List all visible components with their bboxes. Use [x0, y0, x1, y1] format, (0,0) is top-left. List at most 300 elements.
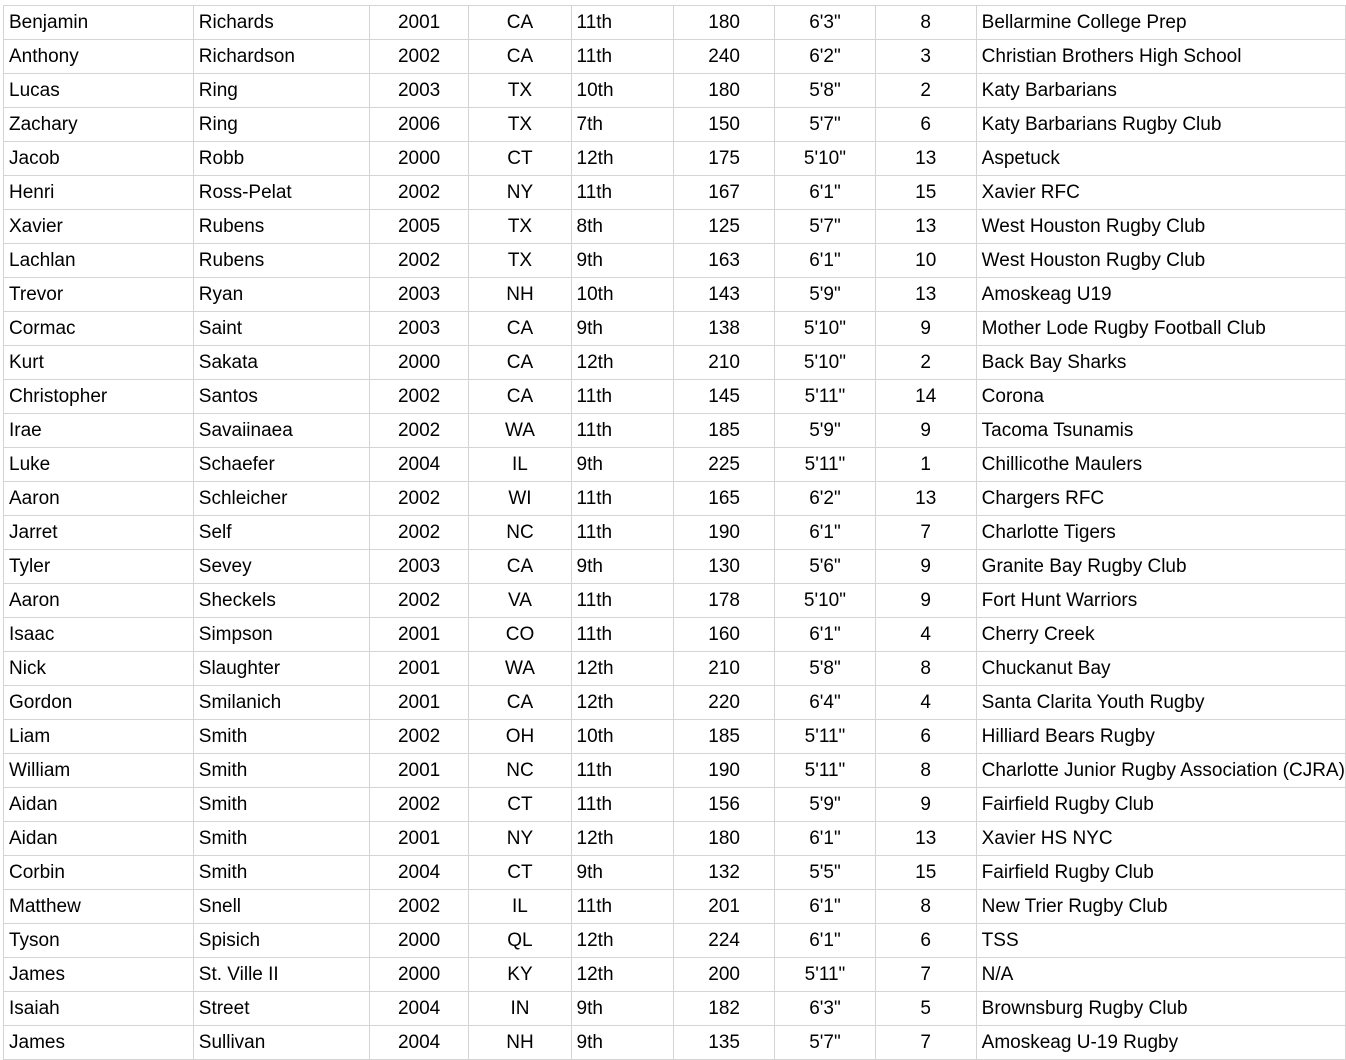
- first-name-cell[interactable]: Xavier: [4, 210, 194, 244]
- last-name-cell[interactable]: Ring: [193, 108, 369, 142]
- grade-cell[interactable]: 9th: [571, 856, 673, 890]
- state-cell[interactable]: CA: [469, 312, 571, 346]
- grade-cell[interactable]: 12th: [571, 924, 673, 958]
- height-cell[interactable]: 5'10": [775, 312, 876, 346]
- last-name-cell[interactable]: Sullivan: [193, 1026, 369, 1060]
- position-number-cell[interactable]: 9: [875, 550, 976, 584]
- state-cell[interactable]: CA: [469, 380, 571, 414]
- state-cell[interactable]: CA: [469, 550, 571, 584]
- first-name-cell[interactable]: Corbin: [4, 856, 194, 890]
- last-name-cell[interactable]: Smith: [193, 754, 369, 788]
- first-name-cell[interactable]: Henri: [4, 176, 194, 210]
- height-cell[interactable]: 5'10": [775, 142, 876, 176]
- state-cell[interactable]: CT: [469, 788, 571, 822]
- state-cell[interactable]: IL: [469, 448, 571, 482]
- table-row: [4, 312, 1346, 346]
- first-name-cell[interactable]: Aidan: [4, 822, 194, 856]
- position-number-cell[interactable]: 3: [875, 40, 976, 74]
- state-cell[interactable]: CA: [469, 6, 571, 40]
- position-number-cell[interactable]: 9: [875, 414, 976, 448]
- club-cell[interactable]: Chillicothe Maulers: [976, 448, 1345, 482]
- club-cell[interactable]: Aspetuck: [976, 142, 1345, 176]
- weight-cell[interactable]: 180: [674, 74, 775, 108]
- first-name-cell[interactable]: Gordon: [4, 686, 194, 720]
- weight-cell[interactable]: 210: [674, 346, 775, 380]
- table-row: [4, 720, 1346, 754]
- last-name-cell[interactable]: Smilanich: [193, 686, 369, 720]
- height-cell[interactable]: 5'10": [775, 346, 876, 380]
- state-cell[interactable]: NY: [469, 176, 571, 210]
- state-cell[interactable]: NC: [469, 516, 571, 550]
- position-number-cell[interactable]: 13: [875, 142, 976, 176]
- first-name-cell[interactable]: Trevor: [4, 278, 194, 312]
- birth-year-cell[interactable]: 2001: [369, 686, 469, 720]
- birth-year-cell[interactable]: 2001: [369, 754, 469, 788]
- weight-cell[interactable]: 190: [674, 516, 775, 550]
- club-cell[interactable]: Charlotte Junior Rugby Association (CJRA): [976, 754, 1345, 788]
- birth-year-cell[interactable]: 2001: [369, 6, 469, 40]
- state-cell[interactable]: WA: [469, 652, 571, 686]
- table-row: [4, 550, 1346, 584]
- state-cell[interactable]: CA: [469, 686, 571, 720]
- last-name-cell[interactable]: Sevey: [193, 550, 369, 584]
- birth-year-cell[interactable]: 2000: [369, 958, 469, 992]
- position-number-cell[interactable]: 13: [875, 210, 976, 244]
- table-row: [4, 6, 1346, 40]
- table-row: [4, 414, 1346, 448]
- birth-year-cell[interactable]: 2002: [369, 890, 469, 924]
- last-name-cell[interactable]: Sheckels: [193, 584, 369, 618]
- weight-cell[interactable]: 180: [674, 6, 775, 40]
- state-cell[interactable]: TX: [469, 108, 571, 142]
- state-cell[interactable]: TX: [469, 74, 571, 108]
- weight-cell[interactable]: 190: [674, 754, 775, 788]
- last-name-cell[interactable]: Smith: [193, 788, 369, 822]
- last-name-cell[interactable]: Simpson: [193, 618, 369, 652]
- weight-cell[interactable]: 201: [674, 890, 775, 924]
- club-cell[interactable]: Xavier RFC: [976, 176, 1345, 210]
- state-cell[interactable]: WA: [469, 414, 571, 448]
- height-cell[interactable]: 5'6": [775, 550, 876, 584]
- position-number-cell[interactable]: 8: [875, 6, 976, 40]
- state-cell[interactable]: CA: [469, 40, 571, 74]
- state-cell[interactable]: IN: [469, 992, 571, 1026]
- last-name-cell[interactable]: Slaughter: [193, 652, 369, 686]
- position-number-cell[interactable]: 9: [875, 312, 976, 346]
- table-row: [4, 924, 1346, 958]
- height-cell[interactable]: 6'1": [775, 890, 876, 924]
- birth-year-cell[interactable]: 2003: [369, 74, 469, 108]
- height-cell[interactable]: 6'4": [775, 686, 876, 720]
- table-row: [4, 448, 1346, 482]
- club-cell[interactable]: Amoskeag U19: [976, 278, 1345, 312]
- position-number-cell[interactable]: 15: [875, 856, 976, 890]
- grade-cell[interactable]: 9th: [571, 992, 673, 1026]
- state-cell[interactable]: NY: [469, 822, 571, 856]
- club-cell[interactable]: N/A: [976, 958, 1345, 992]
- grade-cell[interactable]: 9th: [571, 244, 673, 278]
- table-row: [4, 958, 1346, 992]
- position-number-cell[interactable]: 6: [875, 108, 976, 142]
- first-name-cell[interactable]: Aidan: [4, 788, 194, 822]
- position-number-cell[interactable]: 1: [875, 448, 976, 482]
- table-row: [4, 40, 1346, 74]
- height-cell[interactable]: 5'7": [775, 210, 876, 244]
- height-cell[interactable]: 5'8": [775, 74, 876, 108]
- weight-cell[interactable]: 200: [674, 958, 775, 992]
- grade-cell[interactable]: 12th: [571, 652, 673, 686]
- weight-cell[interactable]: 185: [674, 720, 775, 754]
- grade-cell[interactable]: 10th: [571, 278, 673, 312]
- grade-cell[interactable]: 11th: [571, 584, 673, 618]
- height-cell[interactable]: 5'11": [775, 448, 876, 482]
- first-name-cell[interactable]: Lucas: [4, 74, 194, 108]
- birth-year-cell[interactable]: 2004: [369, 448, 469, 482]
- state-cell[interactable]: IL: [469, 890, 571, 924]
- weight-cell[interactable]: 132: [674, 856, 775, 890]
- grade-cell[interactable]: 11th: [571, 176, 673, 210]
- state-cell[interactable]: NH: [469, 1026, 571, 1060]
- first-name-cell[interactable]: Anthony: [4, 40, 194, 74]
- last-name-cell[interactable]: Savaiinaea: [193, 414, 369, 448]
- table-row: [4, 584, 1346, 618]
- grade-cell[interactable]: 11th: [571, 788, 673, 822]
- first-name-cell[interactable]: Jacob: [4, 142, 194, 176]
- position-number-cell[interactable]: 8: [875, 652, 976, 686]
- last-name-cell[interactable]: Ryan: [193, 278, 369, 312]
- height-cell[interactable]: 5'11": [775, 958, 876, 992]
- first-name-cell[interactable]: Matthew: [4, 890, 194, 924]
- club-cell[interactable]: Amoskeag U-19 Rugby: [976, 1026, 1345, 1060]
- position-number-cell[interactable]: 4: [875, 686, 976, 720]
- last-name-cell[interactable]: Street: [193, 992, 369, 1026]
- club-cell[interactable]: Cherry Creek: [976, 618, 1345, 652]
- first-name-cell[interactable]: Benjamin: [4, 6, 194, 40]
- club-cell[interactable]: Fairfield Rugby Club: [976, 788, 1345, 822]
- state-cell[interactable]: KY: [469, 958, 571, 992]
- weight-cell[interactable]: 175: [674, 142, 775, 176]
- last-name-cell[interactable]: Rubens: [193, 244, 369, 278]
- last-name-cell[interactable]: Schleicher: [193, 482, 369, 516]
- last-name-cell[interactable]: Robb: [193, 142, 369, 176]
- first-name-cell[interactable]: Cormac: [4, 312, 194, 346]
- club-cell[interactable]: Mother Lode Rugby Football Club: [976, 312, 1345, 346]
- birth-year-cell[interactable]: 2003: [369, 278, 469, 312]
- last-name-cell[interactable]: Smith: [193, 856, 369, 890]
- table-row: [4, 244, 1346, 278]
- weight-cell[interactable]: 135: [674, 1026, 775, 1060]
- birth-year-cell[interactable]: 2002: [369, 244, 469, 278]
- club-cell[interactable]: Katy Barbarians Rugby Club: [976, 108, 1345, 142]
- state-cell[interactable]: OH: [469, 720, 571, 754]
- height-cell[interactable]: 6'1": [775, 924, 876, 958]
- first-name-cell[interactable]: Luke: [4, 448, 194, 482]
- position-number-cell[interactable]: 7: [875, 958, 976, 992]
- grade-cell[interactable]: 11th: [571, 754, 673, 788]
- birth-year-cell[interactable]: 2001: [369, 652, 469, 686]
- grade-cell[interactable]: 11th: [571, 516, 673, 550]
- position-number-cell[interactable]: 2: [875, 74, 976, 108]
- last-name-cell[interactable]: Self: [193, 516, 369, 550]
- state-cell[interactable]: CT: [469, 142, 571, 176]
- birth-year-cell[interactable]: 2000: [369, 142, 469, 176]
- last-name-cell[interactable]: Richardson: [193, 40, 369, 74]
- club-cell[interactable]: TSS: [976, 924, 1345, 958]
- position-number-cell[interactable]: 6: [875, 720, 976, 754]
- club-cell[interactable]: Charlotte Tigers: [976, 516, 1345, 550]
- position-number-cell[interactable]: 13: [875, 822, 976, 856]
- first-name-cell[interactable]: Aaron: [4, 482, 194, 516]
- position-number-cell[interactable]: 9: [875, 584, 976, 618]
- height-cell[interactable]: 6'1": [775, 176, 876, 210]
- position-number-cell[interactable]: 14: [875, 380, 976, 414]
- first-name-cell[interactable]: Zachary: [4, 108, 194, 142]
- roster-body: [4, 6, 1346, 1060]
- table-row: [4, 686, 1346, 720]
- last-name-cell[interactable]: Sakata: [193, 346, 369, 380]
- table-row: [4, 1026, 1346, 1060]
- grade-cell[interactable]: 12th: [571, 686, 673, 720]
- grade-cell[interactable]: 9th: [571, 550, 673, 584]
- height-cell[interactable]: 6'1": [775, 244, 876, 278]
- first-name-cell[interactable]: Jarret: [4, 516, 194, 550]
- height-cell[interactable]: 5'8": [775, 652, 876, 686]
- table-row: [4, 278, 1346, 312]
- weight-cell[interactable]: 163: [674, 244, 775, 278]
- last-name-cell[interactable]: Saint: [193, 312, 369, 346]
- birth-year-cell[interactable]: 2002: [369, 516, 469, 550]
- position-number-cell[interactable]: 9: [875, 788, 976, 822]
- birth-year-cell[interactable]: 2002: [369, 380, 469, 414]
- birth-year-cell[interactable]: 2002: [369, 176, 469, 210]
- grade-cell[interactable]: 12th: [571, 142, 673, 176]
- last-name-cell[interactable]: Smith: [193, 720, 369, 754]
- birth-year-cell[interactable]: 2004: [369, 992, 469, 1026]
- height-cell[interactable]: 6'3": [775, 6, 876, 40]
- height-cell[interactable]: 5'10": [775, 584, 876, 618]
- state-cell[interactable]: TX: [469, 244, 571, 278]
- first-name-cell[interactable]: Aaron: [4, 584, 194, 618]
- grade-cell[interactable]: 7th: [571, 108, 673, 142]
- state-cell[interactable]: CA: [469, 346, 571, 380]
- first-name-cell[interactable]: Lachlan: [4, 244, 194, 278]
- birth-year-cell[interactable]: 2004: [369, 856, 469, 890]
- first-name-cell[interactable]: James: [4, 1026, 194, 1060]
- club-cell[interactable]: Brownsburg Rugby Club: [976, 992, 1345, 1026]
- weight-cell[interactable]: 178: [674, 584, 775, 618]
- grade-cell[interactable]: 9th: [571, 1026, 673, 1060]
- roster-table: [3, 5, 1346, 1060]
- birth-year-cell[interactable]: 2003: [369, 550, 469, 584]
- grade-cell[interactable]: 9th: [571, 448, 673, 482]
- grade-cell[interactable]: 11th: [571, 618, 673, 652]
- club-cell[interactable]: Hilliard Bears Rugby: [976, 720, 1345, 754]
- grade-cell[interactable]: 11th: [571, 380, 673, 414]
- height-cell[interactable]: 6'1": [775, 822, 876, 856]
- position-number-cell[interactable]: 8: [875, 754, 976, 788]
- club-cell[interactable]: Back Bay Sharks: [976, 346, 1345, 380]
- first-name-cell[interactable]: Isaac: [4, 618, 194, 652]
- last-name-cell[interactable]: Rubens: [193, 210, 369, 244]
- height-cell[interactable]: 5'11": [775, 754, 876, 788]
- position-number-cell[interactable]: 5: [875, 992, 976, 1026]
- first-name-cell[interactable]: Nick: [4, 652, 194, 686]
- weight-cell[interactable]: 138: [674, 312, 775, 346]
- grade-cell[interactable]: 12th: [571, 822, 673, 856]
- position-number-cell[interactable]: 2: [875, 346, 976, 380]
- club-cell[interactable]: Chuckanut Bay: [976, 652, 1345, 686]
- birth-year-cell[interactable]: 2002: [369, 414, 469, 448]
- birth-year-cell[interactable]: 2000: [369, 924, 469, 958]
- height-cell[interactable]: 5'5": [775, 856, 876, 890]
- height-cell[interactable]: 6'3": [775, 992, 876, 1026]
- position-number-cell[interactable]: 7: [875, 516, 976, 550]
- state-cell[interactable]: CO: [469, 618, 571, 652]
- club-cell[interactable]: Xavier HS NYC: [976, 822, 1345, 856]
- grade-cell[interactable]: 8th: [571, 210, 673, 244]
- position-number-cell[interactable]: 4: [875, 618, 976, 652]
- first-name-cell[interactable]: Kurt: [4, 346, 194, 380]
- height-cell[interactable]: 5'11": [775, 380, 876, 414]
- weight-cell[interactable]: 225: [674, 448, 775, 482]
- birth-year-cell[interactable]: 2002: [369, 482, 469, 516]
- first-name-cell[interactable]: James: [4, 958, 194, 992]
- last-name-cell[interactable]: Snell: [193, 890, 369, 924]
- club-cell[interactable]: Bellarmine College Prep: [976, 6, 1345, 40]
- table-row: [4, 618, 1346, 652]
- position-number-cell[interactable]: 8: [875, 890, 976, 924]
- weight-cell[interactable]: 210: [674, 652, 775, 686]
- grade-cell[interactable]: 11th: [571, 890, 673, 924]
- weight-cell[interactable]: 125: [674, 210, 775, 244]
- club-cell[interactable]: Granite Bay Rugby Club: [976, 550, 1345, 584]
- first-name-cell[interactable]: William: [4, 754, 194, 788]
- weight-cell[interactable]: 224: [674, 924, 775, 958]
- weight-cell[interactable]: 156: [674, 788, 775, 822]
- position-number-cell[interactable]: 10: [875, 244, 976, 278]
- first-name-cell[interactable]: Isaiah: [4, 992, 194, 1026]
- birth-year-cell[interactable]: 2006: [369, 108, 469, 142]
- weight-cell[interactable]: 160: [674, 618, 775, 652]
- weight-cell[interactable]: 180: [674, 822, 775, 856]
- grade-cell[interactable]: 11th: [571, 6, 673, 40]
- last-name-cell[interactable]: Smith: [193, 822, 369, 856]
- weight-cell[interactable]: 167: [674, 176, 775, 210]
- grade-cell[interactable]: 9th: [571, 312, 673, 346]
- first-name-cell[interactable]: Liam: [4, 720, 194, 754]
- weight-cell[interactable]: 240: [674, 40, 775, 74]
- position-number-cell[interactable]: 15: [875, 176, 976, 210]
- grade-cell[interactable]: 12th: [571, 958, 673, 992]
- height-cell[interactable]: 6'1": [775, 516, 876, 550]
- last-name-cell[interactable]: Richards: [193, 6, 369, 40]
- position-number-cell[interactable]: 7: [875, 1026, 976, 1060]
- grade-cell[interactable]: 12th: [571, 346, 673, 380]
- birth-year-cell[interactable]: 2001: [369, 822, 469, 856]
- table-row: [4, 788, 1346, 822]
- club-cell[interactable]: West Houston Rugby Club: [976, 210, 1345, 244]
- table-row: [4, 822, 1346, 856]
- position-number-cell[interactable]: 13: [875, 278, 976, 312]
- birth-year-cell[interactable]: 2003: [369, 312, 469, 346]
- grade-cell[interactable]: 11th: [571, 414, 673, 448]
- state-cell[interactable]: VA: [469, 584, 571, 618]
- birth-year-cell[interactable]: 2001: [369, 618, 469, 652]
- birth-year-cell[interactable]: 2000: [369, 346, 469, 380]
- weight-cell[interactable]: 145: [674, 380, 775, 414]
- club-cell[interactable]: Fairfield Rugby Club: [976, 856, 1345, 890]
- state-cell[interactable]: NH: [469, 278, 571, 312]
- birth-year-cell[interactable]: 2002: [369, 788, 469, 822]
- last-name-cell[interactable]: Santos: [193, 380, 369, 414]
- first-name-cell[interactable]: Tyson: [4, 924, 194, 958]
- position-number-cell[interactable]: 13: [875, 482, 976, 516]
- weight-cell[interactable]: 185: [674, 414, 775, 448]
- last-name-cell[interactable]: Schaefer: [193, 448, 369, 482]
- last-name-cell[interactable]: Ring: [193, 74, 369, 108]
- table-row: [4, 74, 1346, 108]
- club-cell[interactable]: Tacoma Tsunamis: [976, 414, 1345, 448]
- height-cell[interactable]: 6'2": [775, 40, 876, 74]
- height-cell[interactable]: 5'9": [775, 414, 876, 448]
- height-cell[interactable]: 6'2": [775, 482, 876, 516]
- birth-year-cell[interactable]: 2002: [369, 720, 469, 754]
- weight-cell[interactable]: 143: [674, 278, 775, 312]
- grade-cell[interactable]: 10th: [571, 74, 673, 108]
- weight-cell[interactable]: 182: [674, 992, 775, 1026]
- last-name-cell[interactable]: Ross-Pelat: [193, 176, 369, 210]
- height-cell[interactable]: 5'9": [775, 788, 876, 822]
- grade-cell[interactable]: 11th: [571, 40, 673, 74]
- last-name-cell[interactable]: St. Ville II: [193, 958, 369, 992]
- club-cell[interactable]: New Trier Rugby Club: [976, 890, 1345, 924]
- birth-year-cell[interactable]: 2002: [369, 40, 469, 74]
- height-cell[interactable]: 5'9": [775, 278, 876, 312]
- table-row: [4, 108, 1346, 142]
- height-cell[interactable]: 5'7": [775, 108, 876, 142]
- state-cell[interactable]: NC: [469, 754, 571, 788]
- weight-cell[interactable]: 150: [674, 108, 775, 142]
- grade-cell[interactable]: 10th: [571, 720, 673, 754]
- club-cell[interactable]: West Houston Rugby Club: [976, 244, 1345, 278]
- weight-cell[interactable]: 130: [674, 550, 775, 584]
- club-cell[interactable]: Santa Clarita Youth Rugby: [976, 686, 1345, 720]
- state-cell[interactable]: TX: [469, 210, 571, 244]
- grade-cell[interactable]: 11th: [571, 482, 673, 516]
- last-name-cell[interactable]: Spisich: [193, 924, 369, 958]
- first-name-cell[interactable]: Irae: [4, 414, 194, 448]
- birth-year-cell[interactable]: 2002: [369, 584, 469, 618]
- state-cell[interactable]: CT: [469, 856, 571, 890]
- club-cell[interactable]: Corona: [976, 380, 1345, 414]
- height-cell[interactable]: 5'11": [775, 720, 876, 754]
- club-cell[interactable]: Christian Brothers High School: [976, 40, 1345, 74]
- birth-year-cell[interactable]: 2005: [369, 210, 469, 244]
- weight-cell[interactable]: 165: [674, 482, 775, 516]
- club-cell[interactable]: Katy Barbarians: [976, 74, 1345, 108]
- weight-cell[interactable]: 220: [674, 686, 775, 720]
- state-cell[interactable]: QL: [469, 924, 571, 958]
- height-cell[interactable]: 5'7": [775, 1026, 876, 1060]
- first-name-cell[interactable]: Christopher: [4, 380, 194, 414]
- state-cell[interactable]: WI: [469, 482, 571, 516]
- first-name-cell[interactable]: Tyler: [4, 550, 194, 584]
- club-cell[interactable]: Chargers RFC: [976, 482, 1345, 516]
- club-cell[interactable]: Fort Hunt Warriors: [976, 584, 1345, 618]
- position-number-cell[interactable]: 6: [875, 924, 976, 958]
- birth-year-cell[interactable]: 2004: [369, 1026, 469, 1060]
- height-cell[interactable]: 6'1": [775, 618, 876, 652]
